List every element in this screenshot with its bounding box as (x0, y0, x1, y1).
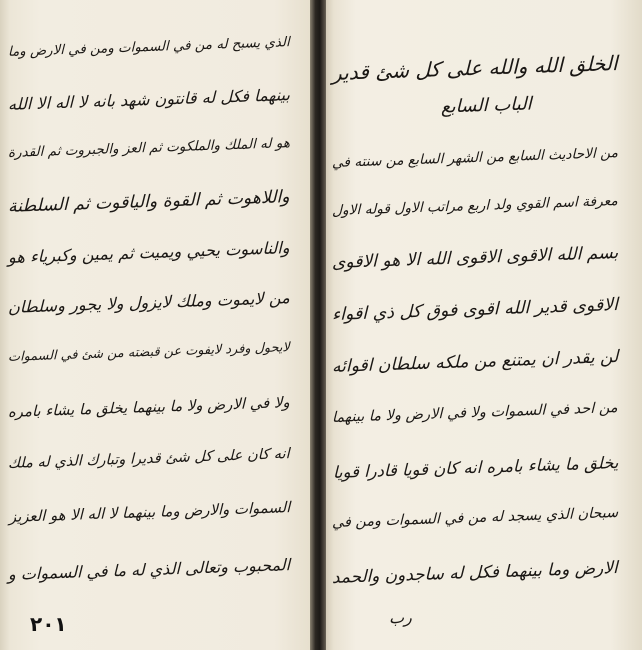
manuscript-line: من احد في السموات ولا في الارض ولا ما بينهما (332, 400, 618, 426)
manuscript-line: بينهما فكل له قانتون شهد بانه لا اله الا الله (8, 85, 290, 114)
manuscript-line: المحبوب وتعالى الذي له ما في السموات و (7, 555, 290, 584)
manuscript-line: يخلق ما يشاء بامره انه كان قويا قادرا قويا (332, 453, 618, 482)
right-page (326, 0, 642, 650)
right-page-text (326, 0, 642, 650)
chapter-heading: الباب السابع (441, 93, 532, 118)
manuscript-line: الاقوى قدير الله اقوى فوق كل ذي اقواء (332, 295, 618, 325)
left-page-text (0, 0, 312, 650)
manuscript-line: لن يقدر ان يمتنع من ملكه سلطان اقوائه (331, 347, 618, 377)
manuscript-line: انه كان على كل شئ قديرا وتبارك الذي له ملك (8, 445, 290, 472)
manuscript-line: سبحان الذي يسجد له من في السموات ومن في (331, 505, 618, 531)
page-number: ٢٠١ (30, 612, 67, 636)
manuscript-line: بسم الله الاقوى الاقوى الله الا هو الاقوى (331, 243, 618, 273)
manuscript-line: الخلق الله والله على كل شئ قدير (332, 51, 618, 85)
manuscript-line: من الاحاديث السابع من الشهر السابع من سنته في (332, 145, 618, 171)
manuscript-line: والناسوت يحيي ويميت ثم يمين وكبرياء هو (8, 238, 290, 267)
manuscript-line: لايحول وفرد لايفوت عن قبضته من شئ في السموات (8, 340, 290, 365)
manuscript-line: ولا في الارض ولا ما بينهما يخلق ما يشاء بامره (8, 393, 290, 421)
manuscript-line: واللاهوت ثم القوة والياقوت ثم السلطنة (8, 187, 290, 217)
manuscript-line: الارض وما بينهما فكل له ساجدون والحمد (332, 557, 618, 587)
manuscript-line: الذي يسبح له من في السموات ومن في الارض وما (8, 35, 290, 60)
manuscript-line: معرفة اسم القوي ولد اربع مراتب الاول قوله الاول (332, 193, 618, 219)
left-page (0, 0, 312, 650)
manuscript-line: هو له الملك والملكوت ثم العز والجبروت ثم القدرة (8, 135, 290, 161)
manuscript-line: من لايموت وملك لايزول ولا يجور وسلطان (8, 288, 290, 317)
manuscript-line: رب (389, 607, 412, 628)
manuscript-line: السموات والارض وما بينهما لا اله الا هو العزيز (8, 498, 290, 526)
